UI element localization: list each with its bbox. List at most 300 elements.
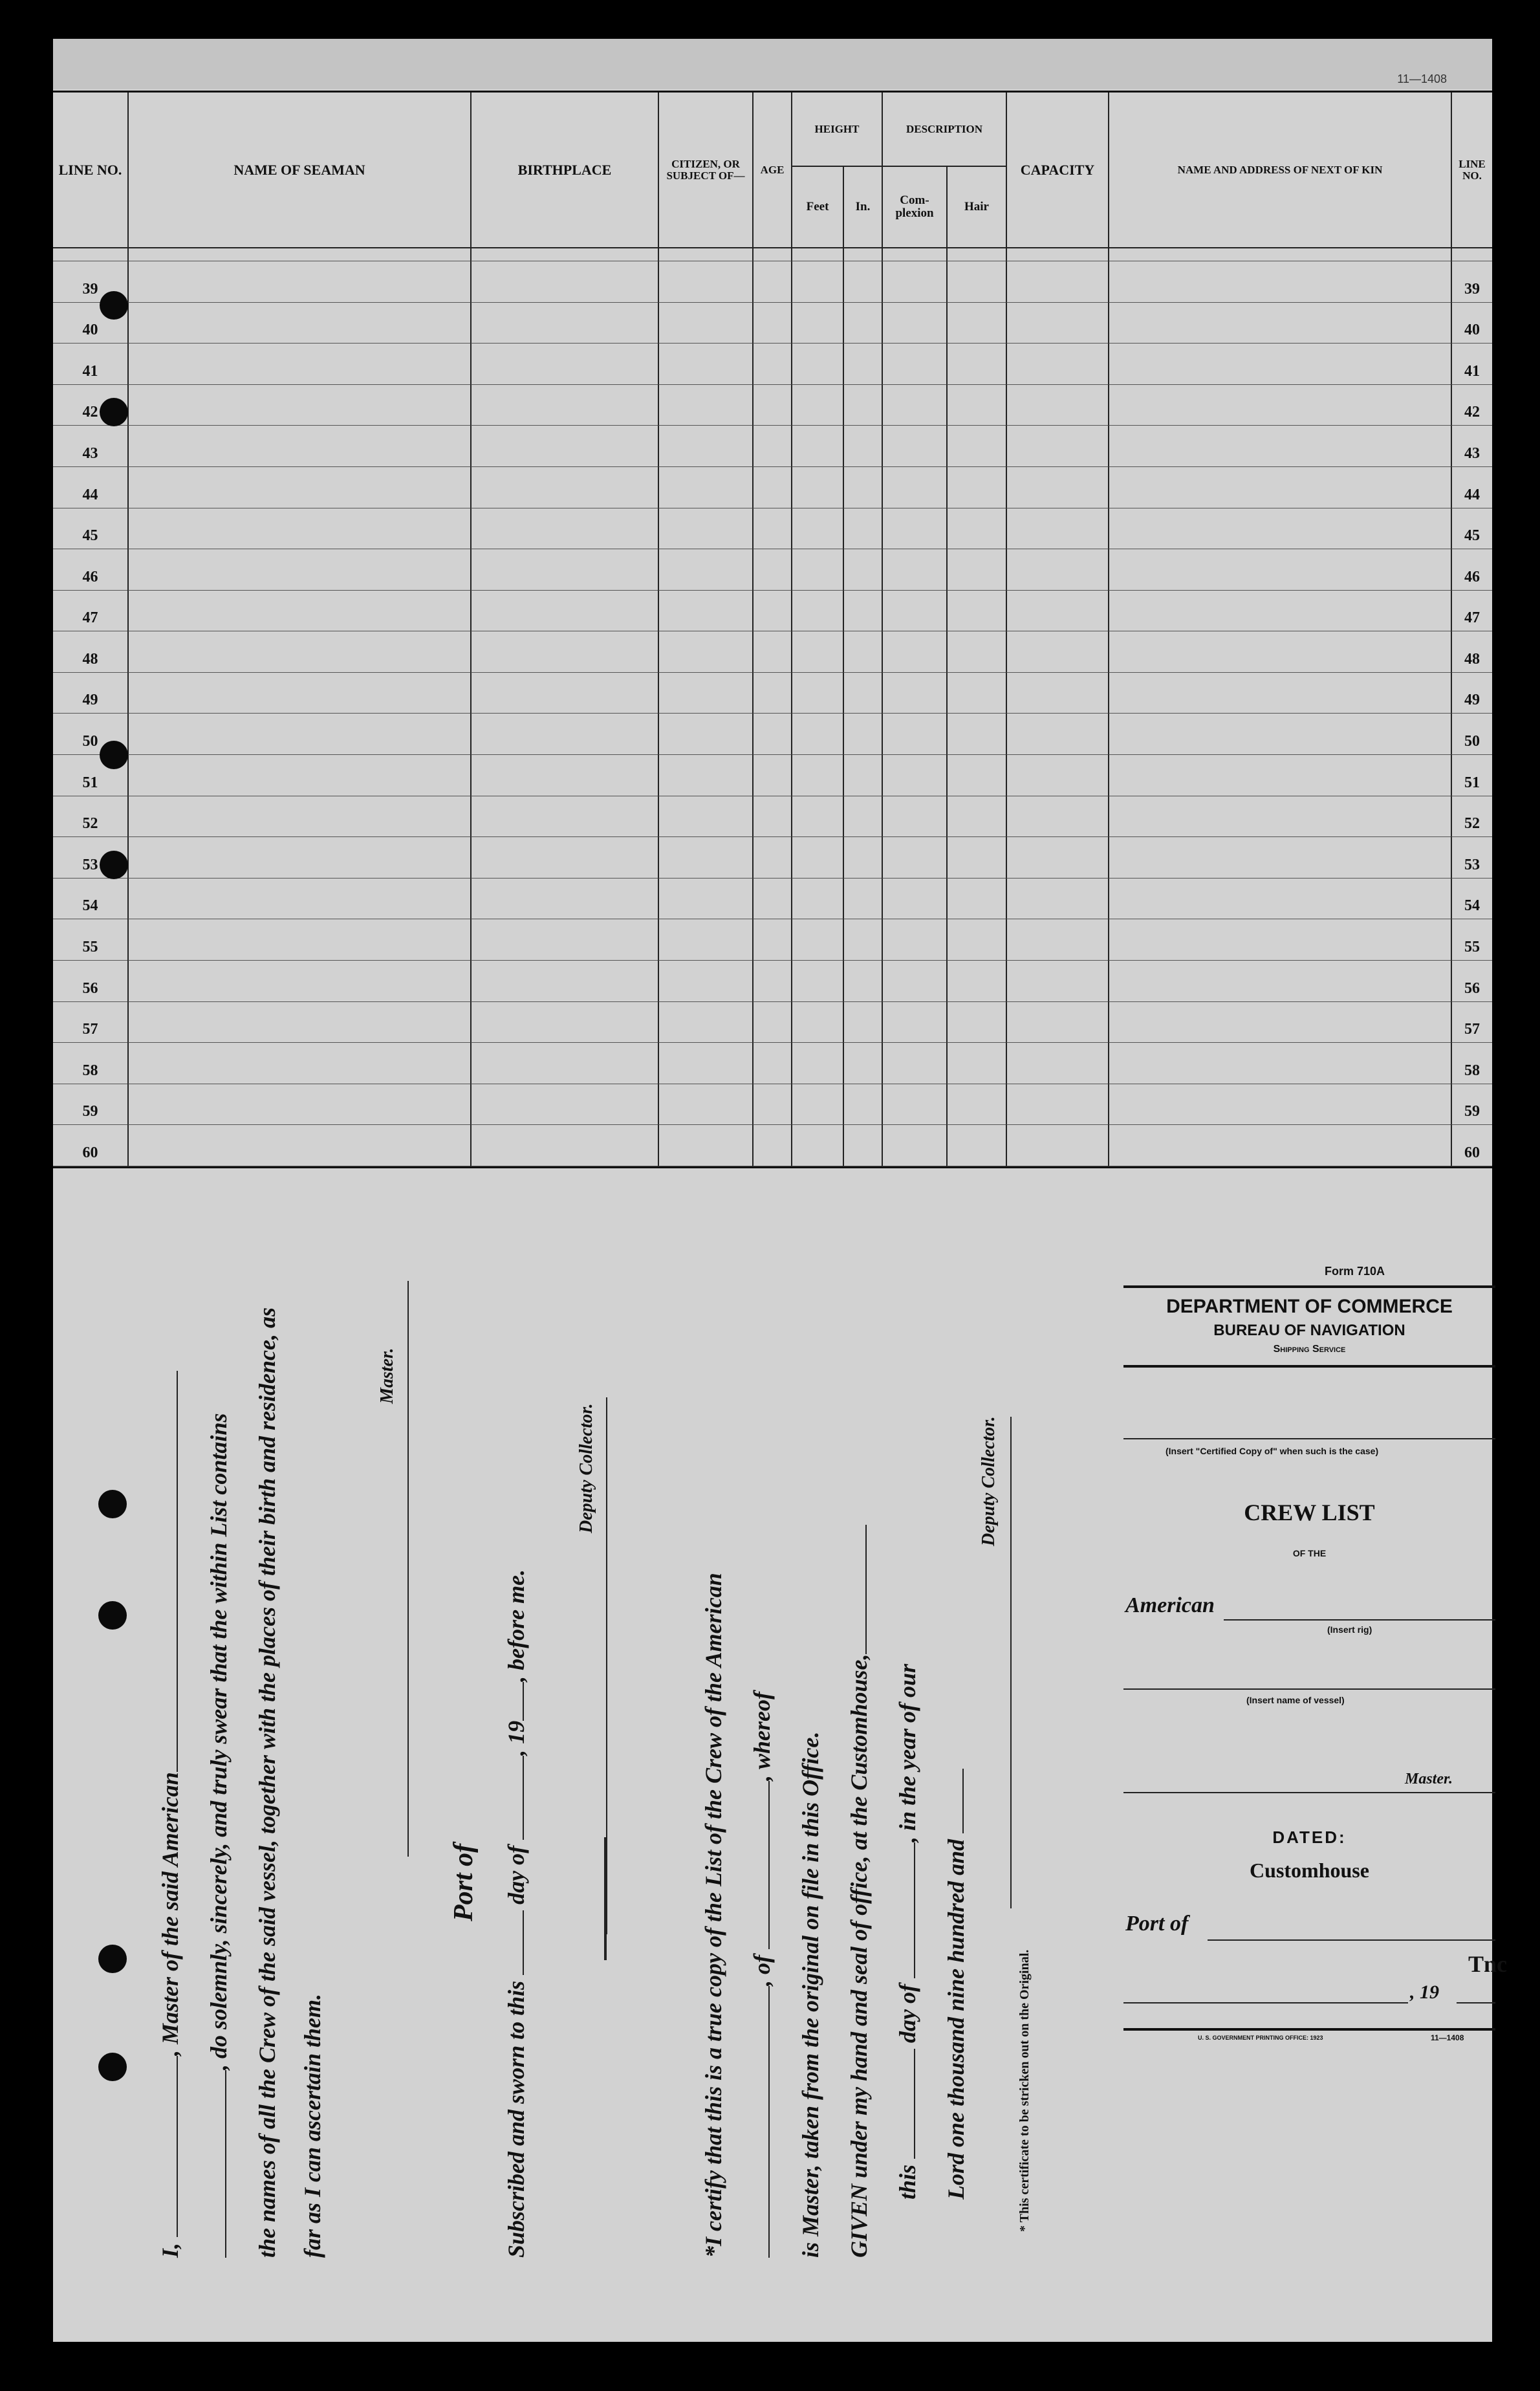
line-number-left: 45 bbox=[53, 508, 127, 550]
cert-day: day of bbox=[895, 1978, 920, 2049]
table-cell bbox=[791, 303, 843, 344]
table-cell bbox=[843, 426, 882, 467]
table-cell bbox=[791, 919, 843, 961]
line-number-left: 39 bbox=[53, 261, 127, 303]
table-cell bbox=[1108, 1084, 1451, 1126]
table-cell bbox=[946, 303, 1006, 344]
table-cell bbox=[946, 837, 1006, 879]
table-cell bbox=[843, 796, 882, 838]
line-number-right: 42 bbox=[1451, 385, 1492, 426]
table-cell bbox=[843, 549, 882, 591]
table-cell bbox=[127, 673, 470, 714]
table-cell bbox=[752, 714, 791, 755]
table-cell bbox=[1006, 1043, 1108, 1084]
line-number-right: 39 bbox=[1451, 261, 1492, 303]
dated-label: DATED: bbox=[1272, 1828, 1347, 1847]
crew-table bbox=[53, 91, 1492, 1168]
table-cell bbox=[791, 1084, 843, 1126]
line-number-left: 40 bbox=[53, 303, 127, 344]
certificate-line-3: is Master, taken from the original on file in this Office. bbox=[797, 1731, 823, 2258]
header-next-of-kin: NAME AND ADDRESS OF NEXT OF KIN bbox=[1108, 93, 1451, 248]
cert-lord: Lord one thousand nine hundred and bbox=[943, 1833, 969, 2200]
table-cell bbox=[882, 591, 946, 632]
cert-this: this bbox=[895, 2158, 920, 2200]
cert-whereof: , whereof bbox=[749, 1692, 775, 1781]
table-cell bbox=[882, 796, 946, 838]
binding-hole bbox=[98, 1601, 127, 1630]
table-cell bbox=[791, 631, 843, 673]
table-cell bbox=[791, 426, 843, 467]
form-number: Form 710A bbox=[1324, 1265, 1385, 1278]
subscribed-pre: Subscribed and sworn to this bbox=[503, 1974, 529, 2258]
table-cell bbox=[470, 919, 658, 961]
corner-form-code: 11—1408 bbox=[1397, 72, 1447, 85]
cover-rule-top bbox=[1123, 1285, 1495, 1288]
certificate-line-5 bbox=[894, 1664, 922, 2200]
table-cell bbox=[752, 344, 791, 385]
table-cell bbox=[658, 1043, 752, 1084]
oath-name-blank bbox=[177, 2056, 178, 2237]
header-height: HEIGHT bbox=[791, 93, 882, 167]
table-cell bbox=[1108, 796, 1451, 838]
line-number-right: 48 bbox=[1451, 631, 1492, 673]
table-cell bbox=[946, 549, 1006, 591]
table-cell bbox=[882, 714, 946, 755]
table-cell bbox=[843, 1084, 882, 1126]
line-number-right: 47 bbox=[1451, 591, 1492, 632]
subscribed-line bbox=[503, 1569, 530, 2258]
header-feet: Feet bbox=[791, 167, 843, 248]
cover-rule-bottom bbox=[1123, 2028, 1495, 2031]
cert-day-blank bbox=[914, 2049, 915, 2159]
table-cell bbox=[752, 303, 791, 344]
service-title: Shipping Service bbox=[1273, 1344, 1346, 1355]
bureau-title: BUREAU OF NAVIGATION bbox=[1213, 1322, 1405, 1339]
line-number-left: 41 bbox=[53, 344, 127, 385]
line-number-left: 54 bbox=[53, 879, 127, 920]
table-cell bbox=[1006, 549, 1108, 591]
line-number-left: 60 bbox=[53, 1125, 127, 1166]
table-cell bbox=[1108, 549, 1451, 591]
table-cell bbox=[946, 344, 1006, 385]
line-number-left: 50 bbox=[53, 714, 127, 755]
table-cell bbox=[470, 426, 658, 467]
table-cell bbox=[658, 1002, 752, 1043]
header-inches: In. bbox=[843, 167, 882, 248]
table-cell bbox=[127, 837, 470, 879]
table-cell bbox=[470, 1043, 658, 1084]
american-label: American bbox=[1125, 1593, 1215, 1617]
oath-line-1 bbox=[157, 1371, 184, 2258]
table-cell bbox=[470, 631, 658, 673]
table-cell bbox=[752, 591, 791, 632]
table-cell bbox=[791, 1043, 843, 1084]
line-number-left: 43 bbox=[53, 426, 127, 467]
table-cell bbox=[658, 549, 752, 591]
table-cell bbox=[752, 1125, 791, 1166]
header-description: DESCRIPTION bbox=[882, 93, 1006, 167]
table-cell bbox=[470, 673, 658, 714]
table-cell bbox=[658, 796, 752, 838]
table-cell bbox=[946, 1125, 1006, 1166]
table-cell bbox=[1108, 467, 1451, 508]
table-cell bbox=[791, 344, 843, 385]
table-cell bbox=[1006, 837, 1108, 879]
table-cell bbox=[470, 879, 658, 920]
crew-list-title: CREW LIST bbox=[1244, 1500, 1375, 1525]
table-cell bbox=[882, 344, 946, 385]
line-number-right: 45 bbox=[1451, 508, 1492, 550]
table-cell bbox=[791, 591, 843, 632]
table-cell bbox=[752, 549, 791, 591]
table-cell bbox=[127, 467, 470, 508]
header-line-no-right: LINE NO. bbox=[1451, 93, 1492, 248]
deputy-collector-label-2: Deputy Collector. bbox=[979, 1416, 999, 1546]
table-cell bbox=[843, 303, 882, 344]
customhouse-label: Customhouse bbox=[1250, 1859, 1369, 1882]
header-citizen: CITIZEN, OR SUBJECT OF— bbox=[658, 93, 752, 248]
table-cell bbox=[843, 961, 882, 1002]
line-number-left: 46 bbox=[53, 549, 127, 591]
subscribed-year-blank bbox=[523, 1682, 524, 1721]
table-cell bbox=[470, 261, 658, 303]
table-cell bbox=[882, 1125, 946, 1166]
table-cell bbox=[658, 879, 752, 920]
table-cell bbox=[882, 755, 946, 796]
table-cell bbox=[791, 837, 843, 879]
table-cell bbox=[843, 631, 882, 673]
table-cell bbox=[127, 631, 470, 673]
table-cell bbox=[843, 1002, 882, 1043]
table-cell bbox=[1006, 467, 1108, 508]
line-number-left: 49 bbox=[53, 673, 127, 714]
table-cell bbox=[1108, 591, 1451, 632]
table-cell bbox=[752, 1002, 791, 1043]
cert-year: , in the year of our bbox=[895, 1663, 920, 1842]
line-number-left: 56 bbox=[53, 961, 127, 1002]
cert-given: GIVEN under my hand and seal of office, at the Customhouse, bbox=[846, 1654, 872, 2258]
of-the-label: OF THE bbox=[1292, 1548, 1327, 1558]
line-number-left: 44 bbox=[53, 467, 127, 508]
table-cell bbox=[1108, 837, 1451, 879]
certificate-line-2 bbox=[748, 1692, 776, 2258]
table-cell bbox=[1108, 919, 1451, 961]
table-cell bbox=[658, 631, 752, 673]
line-number-right: 53 bbox=[1451, 837, 1492, 879]
insert-rig-hint: (Insert rig) bbox=[1327, 1624, 1372, 1635]
subscribed-post: , before me. bbox=[503, 1569, 529, 1682]
table-cell bbox=[882, 426, 946, 467]
table-cell bbox=[946, 1084, 1006, 1126]
table-cell bbox=[470, 1084, 658, 1126]
cert-vessel-blank bbox=[768, 1986, 770, 2258]
table-cell bbox=[882, 385, 946, 426]
table-spacer-cell bbox=[1108, 248, 1451, 261]
cover-port-of-label: Port of bbox=[1125, 1912, 1189, 1936]
header-hair: Hair bbox=[946, 167, 1006, 248]
table-cell bbox=[127, 1043, 470, 1084]
table-cell bbox=[791, 961, 843, 1002]
table-cell bbox=[1006, 261, 1108, 303]
table-cell bbox=[752, 426, 791, 467]
table-cell bbox=[791, 467, 843, 508]
master-signature-line bbox=[407, 1281, 409, 1857]
line-number-left: 55 bbox=[53, 919, 127, 961]
table-cell bbox=[882, 1084, 946, 1126]
table-cell bbox=[470, 1125, 658, 1166]
table-cell bbox=[1006, 344, 1108, 385]
line-number-right: 51 bbox=[1451, 755, 1492, 796]
table-cell bbox=[752, 1043, 791, 1084]
binding-hole bbox=[100, 851, 128, 879]
table-spacer-cell bbox=[843, 248, 882, 261]
table-cell bbox=[470, 303, 658, 344]
table-cell bbox=[752, 961, 791, 1002]
table-cell bbox=[1006, 879, 1108, 920]
table-cell bbox=[791, 1125, 843, 1166]
line-number-right: 52 bbox=[1451, 796, 1492, 838]
line-number-left: 57 bbox=[53, 1002, 127, 1043]
department-title: DEPARTMENT OF COMMERCE bbox=[1166, 1296, 1453, 1317]
table-cell bbox=[882, 879, 946, 920]
table-spacer-cell bbox=[127, 248, 470, 261]
table-cell bbox=[946, 467, 1006, 508]
insert-vessel-hint: (Insert name of vessel) bbox=[1246, 1695, 1345, 1705]
header-line-no: LINE NO. bbox=[53, 93, 127, 248]
header-birthplace: BIRTHPLACE bbox=[470, 93, 658, 248]
line-number-right: 56 bbox=[1451, 961, 1492, 1002]
cover-rule-2 bbox=[1123, 1365, 1495, 1368]
oath-l1-pre: I, bbox=[157, 2236, 183, 2258]
table-cell bbox=[470, 467, 658, 508]
table-cell bbox=[946, 673, 1006, 714]
table-cell bbox=[1006, 1002, 1108, 1043]
table-cell bbox=[1108, 755, 1451, 796]
table-cell bbox=[946, 714, 1006, 755]
table-cell bbox=[127, 508, 470, 550]
date-line bbox=[1123, 2002, 1408, 2003]
oath-line-4: far as I can ascertain them. bbox=[299, 1993, 325, 2258]
table-cell bbox=[791, 385, 843, 426]
oath-l2-post: , do solemnly, sincerely, and truly swear that the within List contains bbox=[206, 1413, 232, 2070]
table-cell bbox=[882, 467, 946, 508]
table-cell bbox=[470, 549, 658, 591]
table-spacer-cell bbox=[882, 248, 946, 261]
table-cell bbox=[658, 919, 752, 961]
table-cell bbox=[843, 1043, 882, 1084]
table-cell bbox=[127, 591, 470, 632]
table-cell bbox=[127, 344, 470, 385]
table-cell bbox=[658, 303, 752, 344]
binding-hole bbox=[98, 2053, 127, 2081]
table-cell bbox=[658, 426, 752, 467]
table-cell bbox=[946, 961, 1006, 1002]
cover-master-label: Master. bbox=[1405, 1771, 1453, 1787]
table-cell bbox=[946, 879, 1006, 920]
table-spacer-cell bbox=[946, 248, 1006, 261]
table-cell bbox=[127, 261, 470, 303]
binding-hole bbox=[100, 741, 128, 769]
deputy-signature-line-2 bbox=[1010, 1417, 1012, 1908]
table-cell bbox=[470, 344, 658, 385]
line-number-right: 54 bbox=[1451, 879, 1492, 920]
table-cell bbox=[882, 919, 946, 961]
table-cell bbox=[470, 1002, 658, 1043]
table-cell bbox=[752, 673, 791, 714]
line-number-right: 49 bbox=[1451, 673, 1492, 714]
line-number-right: 46 bbox=[1451, 549, 1492, 591]
line-number-right: 59 bbox=[1451, 1084, 1492, 1126]
table-cell bbox=[1108, 426, 1451, 467]
table-cell bbox=[882, 961, 946, 1002]
table-cell bbox=[658, 755, 752, 796]
line-number-right: 40 bbox=[1451, 303, 1492, 344]
cover-form-code: 11—1408 bbox=[1431, 2033, 1464, 2042]
table-cell bbox=[843, 919, 882, 961]
table-cell bbox=[752, 837, 791, 879]
table-cell bbox=[1006, 1084, 1108, 1126]
cert-year-blank bbox=[962, 1769, 964, 1833]
deputy-collector-label-1: Deputy Collector. bbox=[576, 1403, 596, 1533]
certificate-line-4 bbox=[845, 1525, 873, 2258]
rig-line bbox=[1224, 1619, 1495, 1621]
oath-line-3: the names of all the Crew of the said vessel, together with the places of their birth and residence, as bbox=[254, 1307, 280, 2258]
line-number-right: 50 bbox=[1451, 714, 1492, 755]
port-line bbox=[1208, 1939, 1495, 1941]
certificate-line-6 bbox=[942, 1769, 970, 2200]
table-cell bbox=[882, 837, 946, 879]
handwritten-mark: Tnc bbox=[1468, 1951, 1508, 1977]
table-cell bbox=[946, 631, 1006, 673]
cover-19-label: , 19 bbox=[1410, 1982, 1439, 2003]
table-cell bbox=[1006, 961, 1108, 1002]
table-cell bbox=[946, 385, 1006, 426]
table-cell bbox=[658, 714, 752, 755]
table-cell bbox=[1108, 1043, 1451, 1084]
line-number-left: 59 bbox=[53, 1084, 127, 1126]
table-cell bbox=[127, 1002, 470, 1043]
line-number-left: 53 bbox=[53, 837, 127, 879]
table-cell bbox=[470, 837, 658, 879]
oath-line-2 bbox=[205, 1414, 233, 2258]
table-cell bbox=[658, 467, 752, 508]
table-cell bbox=[470, 591, 658, 632]
binding-hole bbox=[98, 1490, 127, 1518]
table-cell bbox=[1108, 1002, 1451, 1043]
sheet-top-edge bbox=[53, 39, 1492, 89]
table-cell bbox=[843, 344, 882, 385]
table-cell bbox=[1108, 961, 1451, 1002]
divider-bar bbox=[604, 1837, 607, 1960]
table-spacer-cell bbox=[53, 248, 127, 261]
binding-hole bbox=[98, 1945, 127, 1973]
table-cell bbox=[1006, 1125, 1108, 1166]
oath-vessel-blank bbox=[177, 1371, 178, 1772]
table-cell bbox=[470, 508, 658, 550]
table-cell bbox=[752, 631, 791, 673]
table-cell bbox=[752, 261, 791, 303]
line-number-right: 60 bbox=[1451, 1125, 1492, 1166]
table-cell bbox=[658, 385, 752, 426]
table-cell bbox=[1006, 755, 1108, 796]
table-cell bbox=[791, 755, 843, 796]
table-cell bbox=[658, 1084, 752, 1126]
table-cell bbox=[1108, 714, 1451, 755]
table-cell bbox=[127, 796, 470, 838]
master-label: Master. bbox=[377, 1348, 397, 1404]
table-cell bbox=[1108, 385, 1451, 426]
table-cell bbox=[470, 714, 658, 755]
table-cell bbox=[1108, 261, 1451, 303]
table-cell bbox=[1108, 303, 1451, 344]
table-cell bbox=[1108, 344, 1451, 385]
oath-port-of: Port of bbox=[449, 1843, 479, 1921]
cert-customhouse-blank bbox=[865, 1525, 867, 1654]
oath-l1-post: , Master of the said American bbox=[157, 1772, 183, 2056]
table-cell bbox=[752, 1084, 791, 1126]
table-cell bbox=[1006, 714, 1108, 755]
binding-hole bbox=[100, 291, 128, 320]
table-cell bbox=[1006, 673, 1108, 714]
subscribed-19: , 19 bbox=[503, 1720, 529, 1756]
header-age: AGE bbox=[752, 93, 791, 248]
table-cell bbox=[843, 385, 882, 426]
table-cell bbox=[658, 837, 752, 879]
table-cell bbox=[882, 1043, 946, 1084]
table-cell bbox=[658, 673, 752, 714]
table-cell bbox=[843, 508, 882, 550]
cert-month-blank bbox=[914, 1842, 915, 1978]
table-spacer-cell bbox=[658, 248, 752, 261]
table-cell bbox=[752, 879, 791, 920]
line-number-right: 55 bbox=[1451, 919, 1492, 961]
table-cell bbox=[127, 714, 470, 755]
table-cell bbox=[127, 426, 470, 467]
table-cell bbox=[1006, 508, 1108, 550]
subscribed-day: day of bbox=[503, 1839, 529, 1910]
table-cell bbox=[752, 919, 791, 961]
insert-certified-hint: (Insert "Certified Copy of" when such is the case) bbox=[1166, 1446, 1379, 1456]
table-cell bbox=[658, 961, 752, 1002]
table-cell bbox=[791, 508, 843, 550]
line-number-left: 58 bbox=[53, 1043, 127, 1084]
table-cell bbox=[791, 714, 843, 755]
table-cell bbox=[843, 1125, 882, 1166]
subscribed-day-blank bbox=[523, 1910, 524, 1975]
table-cell bbox=[752, 467, 791, 508]
line-number-right: 43 bbox=[1451, 426, 1492, 467]
table-cell bbox=[791, 879, 843, 920]
table-cell bbox=[1006, 796, 1108, 838]
table-spacer-cell bbox=[791, 248, 843, 261]
table-cell bbox=[791, 796, 843, 838]
table-cell bbox=[470, 385, 658, 426]
table-cell bbox=[470, 961, 658, 1002]
table-cell bbox=[1006, 426, 1108, 467]
table-cell bbox=[843, 591, 882, 632]
table-cell bbox=[470, 755, 658, 796]
table-cell bbox=[843, 755, 882, 796]
cover-panel bbox=[1068, 1265, 1508, 2183]
cert-of: , of bbox=[749, 1949, 775, 1986]
table-cell bbox=[127, 385, 470, 426]
oath-blank-2 bbox=[225, 2070, 226, 2258]
line-number-left: 48 bbox=[53, 631, 127, 673]
table-cell bbox=[791, 673, 843, 714]
table-cell bbox=[127, 549, 470, 591]
table-cell bbox=[882, 1002, 946, 1043]
table-cell bbox=[843, 714, 882, 755]
